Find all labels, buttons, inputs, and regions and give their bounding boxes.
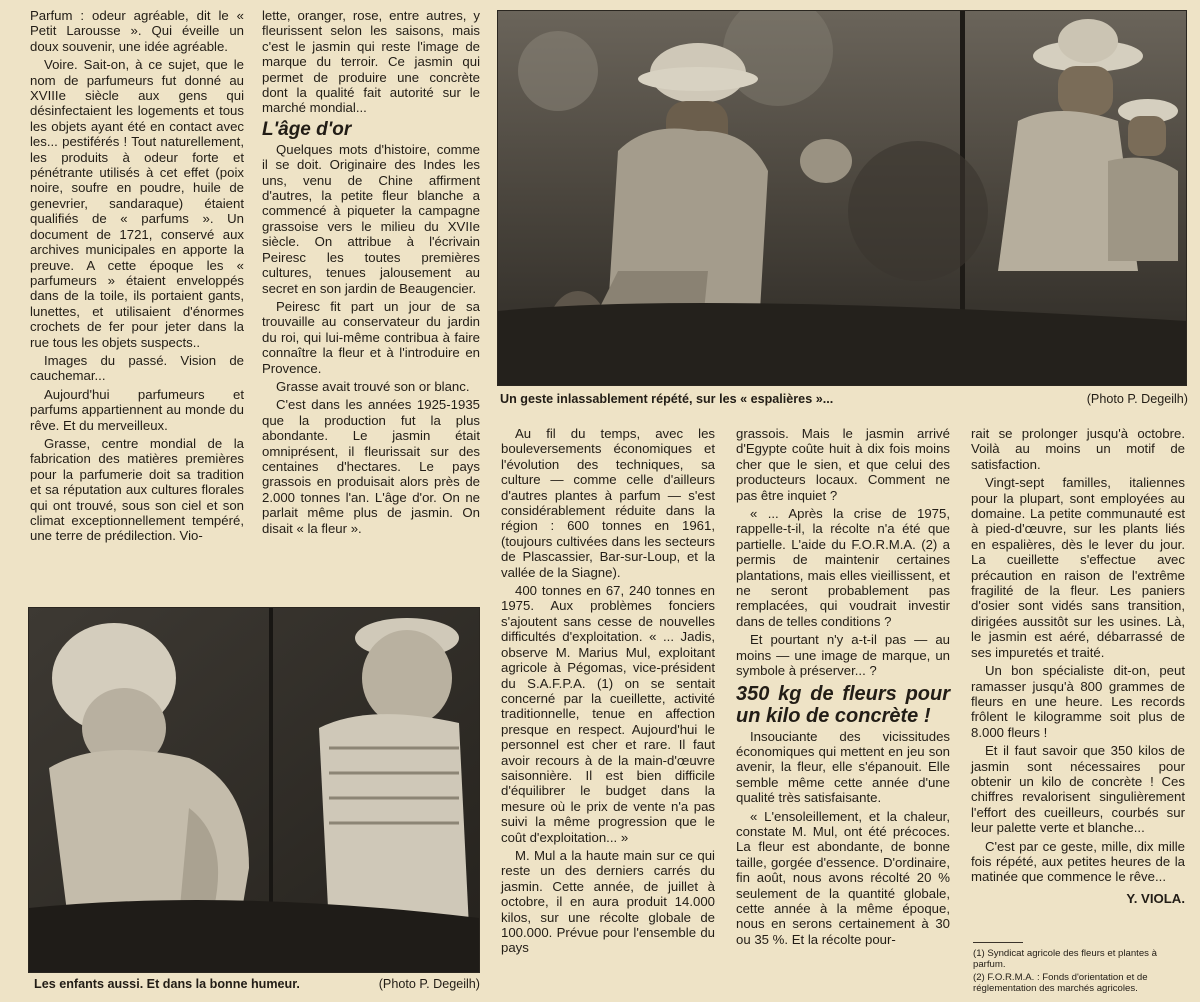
photo-credit-bottom: (Photo P. Degeilh): [378, 977, 480, 991]
photo-jasmine-pickers: [497, 10, 1187, 386]
article-column-4: [736, 426, 950, 950]
paragraph: Parfum : odeur agréable, dit le « Petit Larousse ». Qui éveille un doux souvenir, une idée agréable.: [30, 8, 244, 54]
photo-caption-bottom: Les enfants aussi. Et dans la bonne humeur.: [34, 977, 300, 991]
paragraph: Au fil du temps, avec les bouleversements économiques et l'évolution des techniques, sa culture — comme celle d'ailleurs d'autres plantes à parfum — s'est considérablement réduite dans la région : 600 tonnes en 1961, (toujours cultivées dans les secteurs de Plascassier, Bar-sur-Loup, et la vallée de la Siagne).: [501, 426, 715, 580]
footnote-divider: [973, 942, 1023, 943]
paragraph: Peiresc fit part un jour de sa trouvaille au conservateur du jardin du roi, qui lui-même contribua à faire connaître la fleur et à l'introduire en Provence.: [262, 298, 480, 376]
paragraph: rait se prolonger jusqu'à octobre. Voilà au moins un motif de satisfaction.: [971, 426, 1185, 472]
article-column-3: [501, 426, 715, 959]
paragraph: Et il faut savoir que 350 kilos de jasmin sont nécessaires pour obtenir un kilo de concrète ! Ces chiffres revalorisent singulièrement l'effort des cueilleurs, courbés sur leur palette verte et blanche...: [971, 743, 1185, 836]
photo-credit-top: (Photo P. Degeilh): [1086, 392, 1188, 406]
paragraph: Un bon spécialiste dit-on, peut ramasser jusqu'à 800 grammes de fleurs en une heure. Les records frôlent le kilogramme soit plus de 8.000 fleurs !: [971, 663, 1185, 740]
footnote: (2) F.O.R.M.A. : Fonds d'orientation et de réglementation des marchés agricoles.: [973, 972, 1148, 994]
article-column-1: [30, 8, 244, 547]
paragraph: Vingt-sept familles, italiennes pour la plupart, sont employées au domaine. La petite communauté est à pied-d'œuvre, sur les plants liés en espalières, dès le lever du jour. La cueillette s'effectue avec précaution en raison de l'extrême fragilité de la fleur. Les paniers d'osier sont vidés sans transition, dirigées aussitôt sur les usines. Là, le jasmin est aéré, débarrassé de ses impuretés et traité.: [971, 475, 1185, 660]
article-column-2: [262, 8, 480, 539]
paragraph: Images du passé. Vision de cauchemar...: [30, 352, 244, 384]
paragraph: Aujourd'hui parfumeurs et parfums appartiennent au monde du rêve. Et du merveilleux.: [30, 386, 244, 433]
paragraph: Et pourtant n'y a-t-il pas — au moins — une image de marque, un symbole à préserver... ?: [736, 632, 950, 679]
author-signature: Y. VIOLA.: [1126, 890, 1185, 906]
photo-caption-top: Un geste inlassablement répété, sur les « espalières »...: [500, 392, 834, 406]
paragraph: « ... Après la crise de 1975, rappelle-t-il, la récolte n'a été que partielle. L'aide du F.O.R.M.A. (2) a permis de maintenir certaines plantations, mais elles vieillissent, et ne seront probablement pas remplacées, qui voudrait investir dans de telles conditions ?: [736, 506, 950, 629]
footnote: (1) Syndicat agricole des fleurs et plantes à parfum.: [973, 948, 1157, 970]
section-heading: L'âge d'or: [262, 118, 352, 140]
paragraph: C'est dans les années 1925-1935 que la production fut la plus abondante. Le jasmin était omniprésent, il fleurissait sur des centaines d'hectares. Le pays grassois en produisait alors près de 2.000 tonnes l'an. L'âge d'or. On ne parlait même plus de jasmin. On disait « la fleur ».: [262, 397, 480, 536]
paragraph: Insouciante des vicissitudes économiques qui mettent en jeu son avenir, la fleur, elle s'épanouit. Elle semble même cette année d'une qualité très satisfaisante.: [736, 728, 950, 806]
photo-children: [28, 607, 480, 973]
paragraph: grassois. Mais le jasmin arrivé d'Egypte coûte huit à dix fois moins cher que le sien, et que celui des producteurs locaux. Comment ne pas être inquiet ?: [736, 426, 950, 503]
paragraph: C'est par ce geste, mille, dix mille fois répété, aux petites heures de la matinée que commence le rêve...: [971, 838, 1185, 885]
paragraph: Grasse, centre mondial de la fabrication des matières premières pour la parfumerie doit sa tradition et sa réputation aux cultures florales qui ont trouvé, sous son ciel et son climat exceptionnellement tempéré, une terre de prédilection. Vio-: [30, 435, 244, 544]
paragraph: 400 tonnes en 67, 240 tonnes en 1975. Aux problèmes fonciers s'ajoutent sans cesse de nouvelles difficultés d'exploitation. « ... Jadis, observe M. Marius Mul, exploitant agricole à Pégomas, vice-président du S.A.F.P.A. (1) on se sentait concerné par la cueillette, activité traditionnelle, tenue en affection presque en respect. Aujourd'hui le personnel est cher et rare. Il faut avoir recours à de la main-d'œuvre saisonnière. Il est bien difficile d'équilibrer le budget dans la mesure où le prix de vente n'a pas suivi la même progression que le coût d'exploitation... »: [501, 583, 715, 845]
footnotes: [973, 948, 1187, 996]
section-heading: 350 kg de fleurs pour un kilo de concrète !: [736, 682, 950, 727]
paragraph: Voire. Sait-on, à ce sujet, que le nom de parfumeurs fut donné au XVIIIe siècle aux gens qui désinfectaient les logements et tous les objets ayant été en contact avec les... pestiférés ! Tout naturellement, les produits à odeur forte et pénétrante utilisés à cet effet (poix noire, soufre en poudre, huile de genevrier, sandaraque) étaient qualifiés de « parfums ». Un document de 1721, conservé aux archives municipales en apporte la preuve. A cette époque les « parfumeurs » étaient enveloppés dans de la toile, ils portaient gants, lunettes, et utilisaient d'énormes crochets de fer pour jeter dans la rue tous les objets suspects..: [30, 57, 244, 350]
article-column-5: [971, 426, 1185, 906]
paragraph: M. Mul a la haute main sur ce qui reste un des derniers carrés du jasmin. Cette année, de juillet à octobre, il en aura produit 14.000 kilos, sur une récolte globale de 100.000. Prévue pour l'ensemble du pays: [501, 847, 715, 956]
paragraph: lette, oranger, rose, entre autres, y fleurissent selon les saisons, mais c'est le jasmin qui reste l'image de marque du terroir. Ce jasmin qui permet de produire une concrète dont la qualité fait autorité sur le marché mondial...: [262, 8, 480, 116]
paragraph: « L'ensoleillement, et la chaleur, constate M. Mul, ont été précoces. La fleur est abondante, de bonne taille, gorgée d'essence. D'ordinaire, fin août, nous avons récolté 20 % seulement de la quantité globale, cette année à la même époque, nous en serons certainement à 30 ou 35 %. Et la récolte pour-: [736, 808, 950, 947]
paragraph: Grasse avait trouvé son or blanc.: [276, 378, 470, 394]
paragraph: Quelques mots d'histoire, comme il se doit. Originaire des Indes les uns, venu de Chine affirment d'autres, la petite fleur blanche a commencé à piqueter la campagne grassoise vers le milieu du XVIIe siècle. On attribue à l'écrivain Peiresc les toutes premières cultures, tenues jalousement au secret en son jardin de Beaugencier.: [262, 141, 480, 296]
